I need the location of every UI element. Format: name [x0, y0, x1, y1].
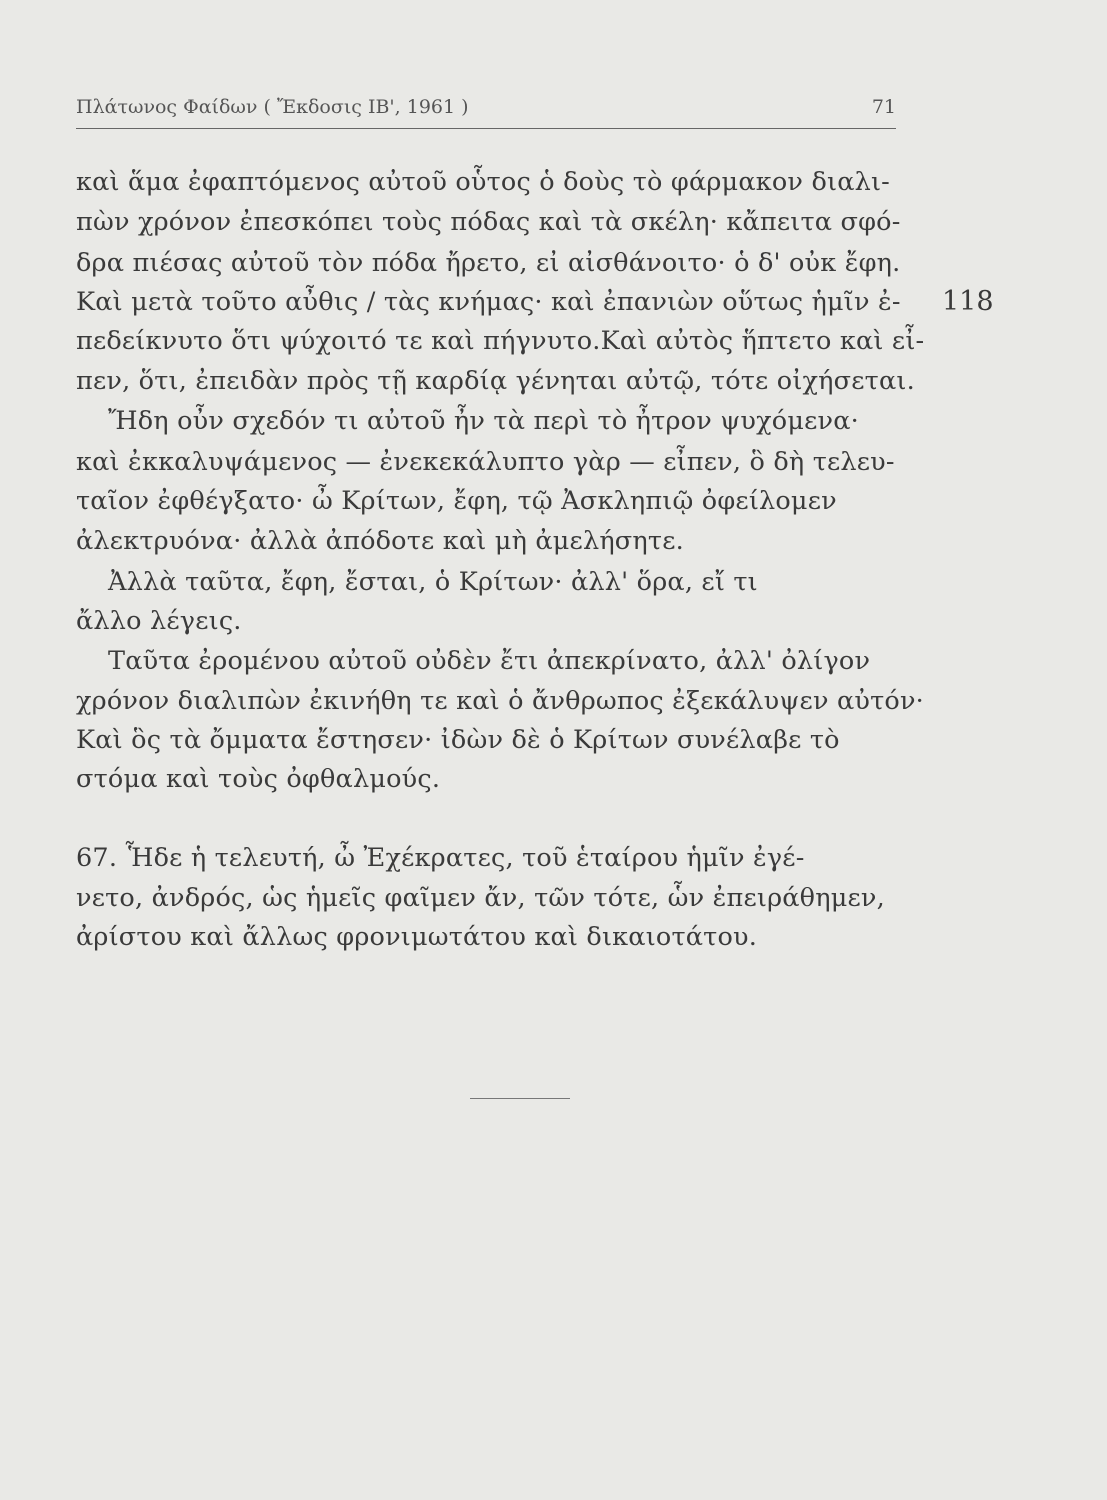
text-line: ἀρίστου καὶ ἄλλως φρονιμωτάτου καὶ δικαιοτάτου. [76, 922, 758, 952]
text-line: 67. Ἧδε ἡ τελευτή, ὦ Ἐχέκρατες, τοῦ ἑταίρου ἡμῖν ἐγέ- [76, 843, 805, 873]
margin-line-number: 118 [942, 286, 994, 317]
running-title: Πλάτωνος Φαίδων ( Ἔκδοσις ΙΒ', 1961 ) [76, 96, 469, 118]
text-line: Ἤδη οὖν σχεδόν τι αὐτοῦ ἦν τὰ περὶ τὸ ἦτρον ψυχόμενα· [108, 406, 859, 436]
text-line: Ἀλλὰ ταῦτα, ἔφη, ἔσται, ὁ Κρίτων· ἀλλ' ὅρα, εἴ τι [108, 567, 758, 597]
text-line: Ταῦτα ἐρομένου αὐτοῦ οὐδὲν ἔτι ἀπεκρίνατο, ἀλλ' ὀλίγον [108, 646, 871, 676]
text-line: ἀλεκτρυόνα· ἀλλὰ ἀπόδοτε καὶ μὴ ἀμελήσητε. [76, 526, 684, 556]
text-line: νετο, ἀνδρός, ὡς ἡμεῖς φαῖμεν ἄν, τῶν τότε, ὧν ἐπειράθημεν, [76, 883, 885, 913]
text-line: Καὶ ὃς τὰ ὄμματα ἔστησεν· ἰδὼν δὲ ὁ Κρίτων συνέλαβε τὸ [76, 725, 840, 755]
end-rule [470, 1098, 570, 1099]
text-line: καὶ ἅμα ἐφαπτόμενος αὐτοῦ οὗτος ὁ δοὺς τὸ φάρμακον διαλι- [76, 167, 890, 197]
header-rule [76, 128, 896, 129]
text-line: πεδείκνυτο ὅτι ψύχοιτό τε καὶ πήγνυτο.Καὶ αὐτὸς ἥπτετο καὶ εἶ- [76, 326, 925, 356]
text-line: ταῖον ἐφθέγξατο· ὦ Κρίτων, ἔφη, τῷ Ἀσκληπιῷ ὀφείλομεν [76, 486, 837, 516]
running-head [76, 96, 896, 124]
text-line: δρα πιέσας αὐτοῦ τὸν πόδα ἤρετο, εἰ αἰσθάνοιτο· ὁ δ' οὐκ ἔφη. [76, 248, 901, 278]
text-line: στόμα καὶ τοὺς ὀφθαλμούς. [76, 764, 441, 794]
text-line: χρόνον διαλιπὼν ἐκινήθη τε καὶ ὁ ἄνθρωπος ἐξεκάλυψεν αὐτόν· [76, 686, 924, 716]
text-line: πεν, ὅτι, ἐπειδὰν πρὸς τῇ καρδίᾳ γένηται αὐτῷ, τότε οἰχήσεται. [76, 366, 915, 396]
page-number: 71 [871, 96, 896, 118]
text-line: Καὶ μετὰ τοῦτο αὖθις / τὰς κνήμας· καὶ ἐπανιὼν οὕτως ἡμῖν ἐ- [76, 287, 901, 317]
text-line: πὼν χρόνον ἐπεσκόπει τοὺς πόδας καὶ τὰ σκέλη· κἄπειτα σφό- [76, 207, 901, 237]
text-line: ἄλλο λέγεις. [76, 606, 242, 636]
text-line: καὶ ἐκκαλυψάμενος — ἐνεκεκάλυπτο γὰρ — εἶπεν, ὃ δὴ τελευ- [76, 447, 895, 477]
